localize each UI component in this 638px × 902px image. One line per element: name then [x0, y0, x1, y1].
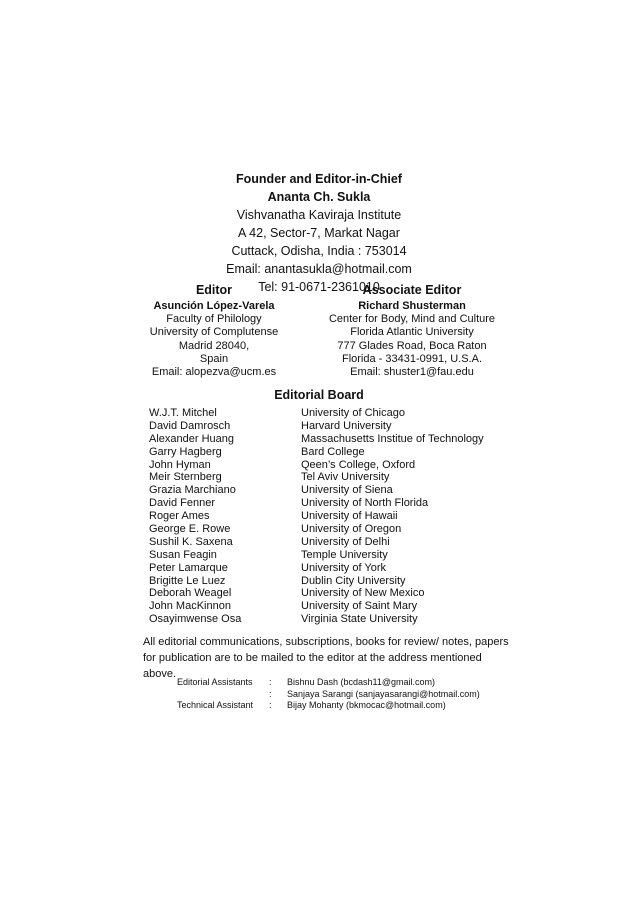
board-member-affiliation: University of Siena: [301, 484, 393, 497]
board-member-name: W.J.T. Mitchel: [149, 407, 217, 419]
board-member-row: [149, 433, 484, 446]
editorial-board-title: Editorial Board: [274, 388, 364, 402]
board-member-name: John MacKinnon: [149, 600, 231, 613]
board-member-affiliation: University of Hawaii: [301, 510, 398, 523]
founder-line: A 42, Sector-7, Markat Nagar: [238, 226, 400, 240]
board-member-name: Osayimwense Osa: [149, 613, 242, 626]
associate-editor-line: Florida - 33431-0991, U.S.A.: [341, 352, 483, 365]
editor-block: [133, 282, 295, 379]
editor-line: Spain: [199, 352, 229, 365]
assistant-name-email: Bijay Mohanty (bkmocac@hotmail.com): [287, 700, 446, 710]
board-member-name: Roger Ames: [149, 510, 210, 523]
board-member-affiliation: Bard College: [301, 445, 365, 458]
board-member-row: [149, 523, 484, 536]
board-member-name: Sushil K. Saxena: [149, 535, 233, 548]
editor-line: Madrid 28040,: [178, 339, 250, 352]
board-member-name: Susan Feagin: [149, 548, 217, 561]
founder-email: Email: anantasukla@hotmail.com: [226, 262, 412, 276]
founder-tel: Tel: 91-0671-2361010: [258, 280, 380, 294]
board-member-row: [149, 613, 484, 626]
associate-editor-heading: Associate Editor: [362, 283, 462, 297]
editor-line: University of Complutense: [149, 326, 279, 339]
founder-line: Cuttack, Odisha, India : 753014: [231, 244, 407, 258]
founder-block: [0, 170, 638, 296]
board-member-affiliation: University of Delhi: [301, 535, 390, 548]
editor-heading: Editor: [195, 283, 233, 297]
board-member-name: Meir Sternberg: [149, 471, 222, 484]
board-member-name: John Hyman: [149, 458, 211, 471]
board-member-affiliation: Tel Aviv University: [301, 471, 390, 484]
board-member-affiliation: Qeen’s College, Oxford: [301, 458, 416, 471]
assistants-list: [177, 677, 480, 712]
board-member-affiliation: University of Chicago: [301, 407, 405, 419]
board-member-name: David Fenner: [149, 497, 216, 510]
board-member-affiliation: Dublin City University: [301, 574, 406, 587]
assistant-colon: :: [269, 677, 272, 687]
board-member-row: [149, 407, 484, 420]
board-member-row: [149, 497, 484, 510]
board-member-row: [149, 587, 484, 600]
assistant-role-label: Technical Assistant: [177, 700, 254, 710]
editor-line: Faculty of Philology: [166, 313, 262, 326]
board-member-row: [149, 600, 484, 613]
assistant-row: [177, 700, 480, 712]
assistant-colon: :: [269, 700, 272, 710]
board-member-row: [149, 562, 484, 575]
board-member-affiliation: University of Saint Mary: [301, 600, 418, 613]
founder-name: Ananta Ch. Sukla: [267, 190, 371, 204]
board-member-affiliation: University of York: [301, 561, 386, 574]
board-member-row: [149, 536, 484, 549]
assistant-colon: :: [269, 688, 272, 699]
associate-editor-email: Email: shuster1@fau.edu: [350, 366, 474, 379]
board-member-name: George E. Rowe: [149, 523, 231, 536]
board-member-row: [149, 420, 484, 433]
assistant-name-email: Sanjaya Sarangi (sanjayasarangi@hotmail.com): [287, 688, 480, 699]
editor-email: Email: alopezva@ucm.es: [151, 366, 277, 379]
board-member-row: [149, 510, 484, 523]
associate-editor-line: Center for Body, Mind and Culture: [328, 313, 496, 326]
board-member-row: [149, 459, 484, 472]
editorial-note: All editorial communications, subscriptions, books for review/ notes, papers for publication are to be mailed to the editor at the address mentioned above.: [143, 636, 509, 680]
board-member-name: Garry Hagberg: [149, 445, 222, 458]
associate-editor-name: Richard Shusterman: [358, 300, 466, 312]
board-member-row: [149, 549, 484, 562]
board-member-row: [149, 484, 484, 497]
board-member-name: Brigitte Le Luez: [149, 574, 226, 587]
founder-heading: Founder and Editor-in-Chief: [236, 172, 402, 186]
board-member-name: Deborah Weagel: [149, 587, 232, 600]
board-member-name: Peter Lamarque: [149, 561, 228, 574]
assistant-row: [177, 689, 480, 701]
editorial-board-list: [149, 407, 484, 626]
board-member-affiliation: Massachusetts Institue of Technology: [301, 432, 484, 445]
board-member-name: David Damrosch: [149, 419, 231, 432]
board-member-name: Grazia Marchiano: [149, 484, 236, 497]
board-member-affiliation: Virginia State University: [301, 613, 418, 626]
board-member-affiliation: University of New Mexico: [301, 587, 425, 600]
editor-name: Asunción López-Varela: [153, 300, 275, 312]
associate-editor-line: 777 Glades Road, Boca Raton: [337, 339, 487, 352]
founder-line: Vishvanatha Kaviraja Institute: [236, 208, 402, 222]
assistant-role-label: Editorial Assistants: [177, 677, 253, 687]
board-member-affiliation: University of Oregon: [301, 523, 402, 536]
board-member-affiliation: Harvard University: [301, 419, 392, 432]
board-member-row: [149, 575, 484, 588]
associate-editor-line: Florida Atlantic University: [350, 326, 474, 339]
assistant-name-email: Bishnu Dash (bcdash11@gmail.com): [287, 677, 436, 687]
board-member-row: [149, 471, 484, 484]
board-member-name: Alexander Huang: [149, 432, 235, 445]
board-member-affiliation: University of North Florida: [301, 497, 429, 510]
associate-editor-block: [322, 282, 502, 379]
board-member-row: [149, 446, 484, 459]
board-member-affiliation: Temple University: [301, 548, 388, 561]
assistant-row: [177, 677, 480, 689]
